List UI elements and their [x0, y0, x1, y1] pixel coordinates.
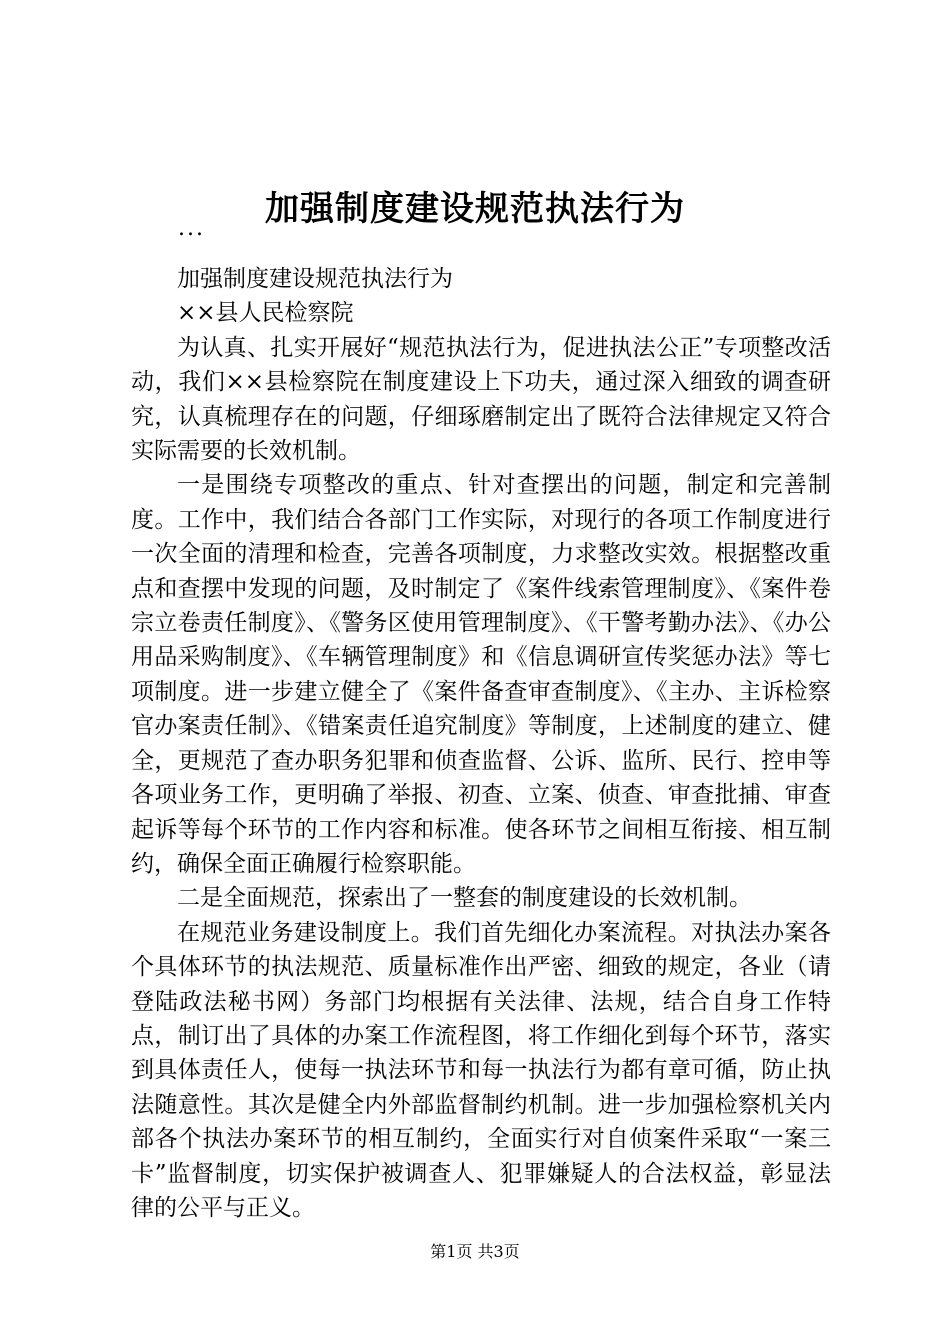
body-paragraph: 为认真、扎实开展好“规范执法行为，促进执法公正”专项整改活动，我们××县检察院在制度建设上下功夫，通过深入细致的调查研究，认真梳理存在的问题，仔细琢磨制定出了既符合法律规定又符合实际需要的长效机制。 [131, 334, 831, 465]
body-paragraph: 在规范业务建设制度上。我们首先细化办案流程。对执法办案各个具体环节的执法规范、质量标准作出严密、细致的规定，各业（请登陆政法秘书网）务部门均根据有关法律、法规，结合自身工作特点，制订出了具体的办案工作流程图，将工作细化到每个环节，落实到具体责任人，使每一执法环节和每一执法行为都有章可循，防止执法随意性。其次是健全内外部监督制约机制。进一步加强检察机关内部各个执法办案环节的相互制约，全面实行对自侦案件采取“一案三卡”监督制度，切实保护被调查人、犯罪嫌疑人的合法权益，彰显法律的公平与正义。 [131, 919, 831, 1221]
body-paragraph: 一是围绕专项整改的重点、针对查摆出的问题，制定和完善制度。工作中，我们结合各部门工作实际，对现行的各项工作制度进行一次全面的清理和检查，完善各项制度，力求整改实效。根据整改重点和查摆中发现的问题，及时制定了《案件线索管理制度》、《案件卷宗立卷责任制度》、《警务区使用管理制度》、《干警考勤办法》、《办公用品采购制度》、《车辆管理制度》和《信息调研宣传奖惩办法》等七项制度。进一步建立健全了《案件备查审查制度》、《主办、主诉检察官办案责任制》、《错案责任追究制度》等制度，上述制度的建立、健全，更规范了查办职务犯罪和侦查监督、公诉、监所、民行、控申等各项业务工作，更明确了举报、初查、立案、侦查、审查批捕、审查起诉等每个环节的工作内容和标准。使各环节之间相互衔接、相互制约，确保全面正确履行检察职能。 [131, 472, 831, 877]
page-footer: 第1页 共3页 [430, 1242, 520, 1261]
author-line: ××县人民检察院 [177, 300, 354, 327]
document-body [131, 262, 831, 1225]
document-title: 加强制度建设规范执法行为 [265, 189, 685, 229]
subtitle-line: 加强制度建设规范执法行为 [177, 266, 453, 292]
body-paragraph: 二是全面规范，探索出了一整套的制度建设的长效机制。 [177, 885, 752, 912]
ellipsis-marker: ... [178, 216, 205, 241]
